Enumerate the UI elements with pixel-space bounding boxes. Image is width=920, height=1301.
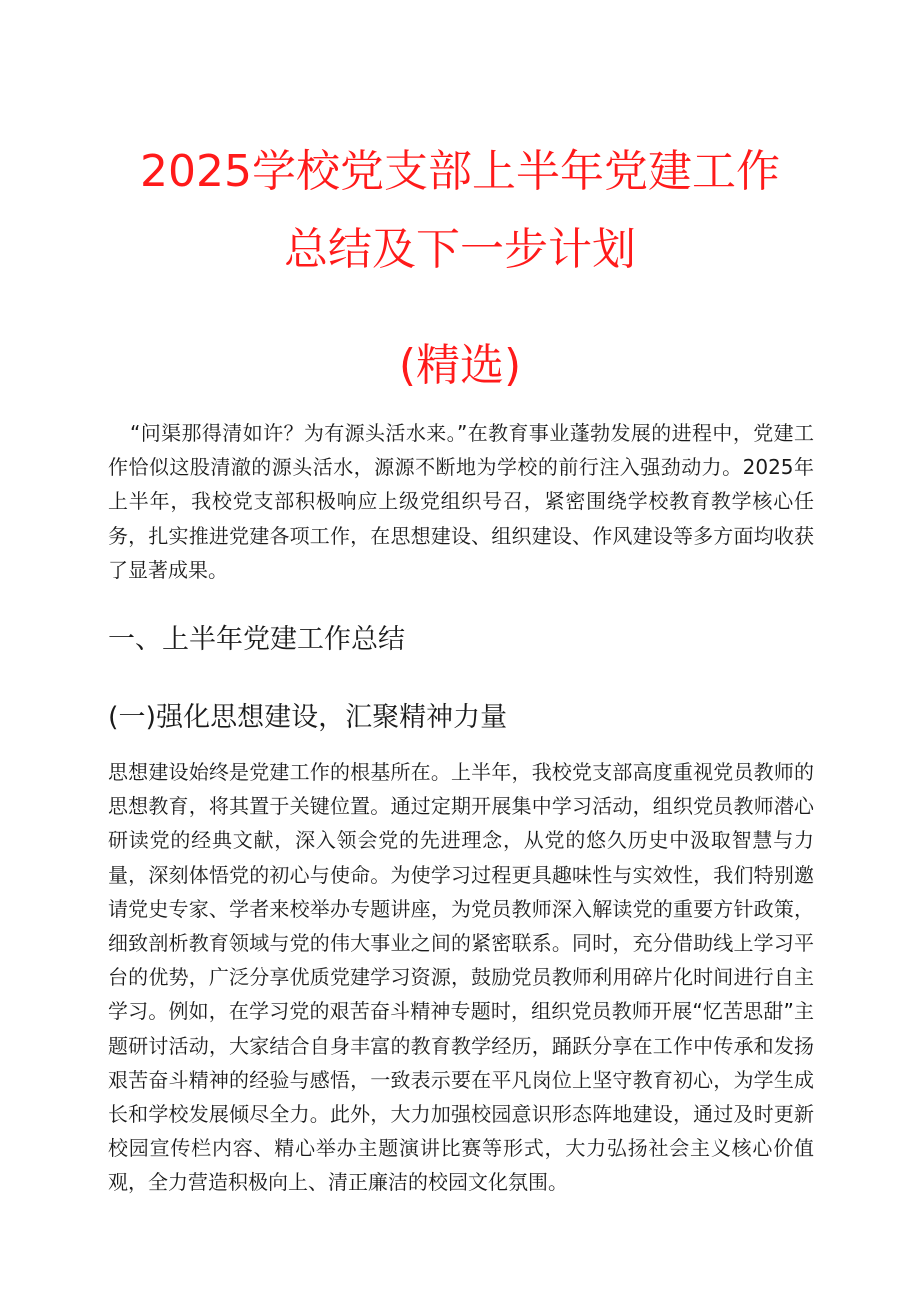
section-heading-1: 一、上半年党建工作总结: [108, 624, 405, 655]
intro-paragraph: “问渠那得清如许？为有源头活水来。”在教育事业蓬勃发展的进程中，党建工作恰似这股清澈的源头活水，源源不断地为学校的前行注入强劲动力。2025年上半年，我校党支部积极响应上级党组织号召，紧密围绕学校教育教学核心任务，扎实推进党建各项工作，在思想建设、组织建设、作风建设等多方面均收获了显著成果。: [108, 421, 814, 582]
document-title-line-1: 2025学校党支部上半年党建工作: [140, 146, 780, 197]
document-title-line-2: 总结及下一步计划: [284, 224, 636, 275]
document-title-line-3: (精选): [398, 340, 522, 391]
subsection-1-paragraph: 思想建设始终是党建工作的根基所在。上半年，我校党支部高度重视党员教师的思想教育，将其置于关键位置。通过定期开展集中学习活动，组织党员教师潜心研读党的经典文献，深入领会党的先进理念，从党的悠久历史中汲取智慧与力量，深刻体悟党的初心与使命。为使学习过程更具趣味性与实效性，我们特别邀请党史专家、学者来校举办专题讲座，为党员教师深入解读党的重要方针政策，细致剖析教育领域与党的伟大事业之间的紧密联系。同时，充分借助线上学习平台的优势，广泛分享优质党建学习资源，鼓励党员教师利用碎片化时间进行自主学习。例如，在学习党的艰苦奋斗精神专题时，组织党员教师开展“忆苦思甜”主题研讨活动，大家结合自身丰富的教育教学经历，踊跃分享在工作中传承和发扬艰苦奋斗精神的经验与感悟，一致表示要在平凡岗位上坚守教育初心，为学生成长和学校发展倾尽全力。此外，大力加强校园意识形态阵地建设，通过及时更新校园宣传栏内容、精心举办主题演讲比赛等形式，大力弘扬社会主义核心价值观，全力营造积极向上、清正廉洁的校园文化氛围。: [108, 760, 814, 1195]
subsection-heading-1: (一)强化思想建设，汇聚精神力量: [108, 702, 508, 733]
